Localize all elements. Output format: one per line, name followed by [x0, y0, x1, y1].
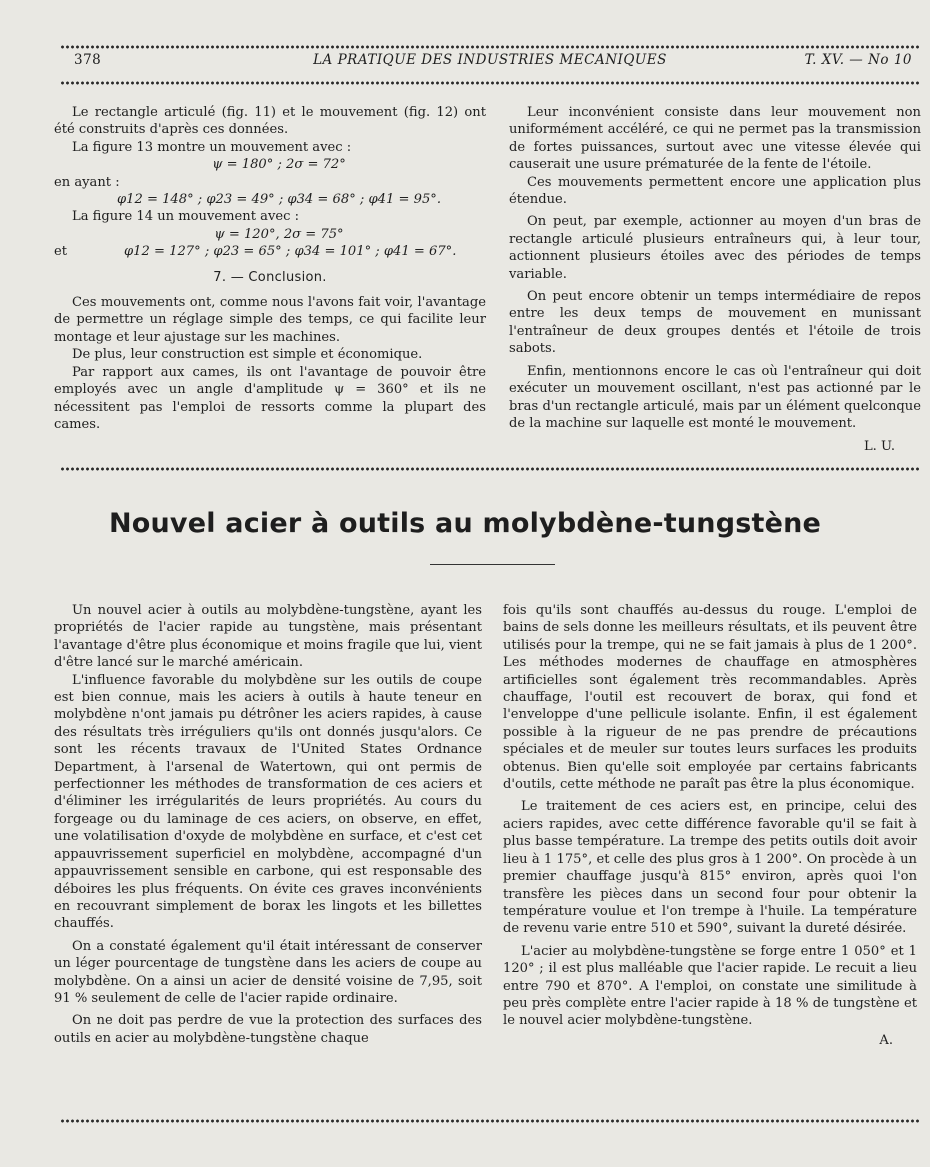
paragraph: On a constaté également qu'il était intéressant de conserver un léger pourcentage de tungstène dans les aciers de coupe au molybdène. On a ainsi un acier de densité voisine de 7,95, soit 91 % seulement de celle de l'acier rapide ordinaire.	[54, 938, 482, 1006]
paragraph: Le traitement de ces aciers est, en principe, celui des aciers rapides, avec cette différence favorable qu'il se fait à plus basse température. La trempe des petits outils doit avoir lieu à 1 175°, et celle des plus gros à 1 200°. On procède à un premier chauffage jusqu'à 815° environ, après quoi l'on transfère les pièces dans un second four pour obtenir la température voulue et l'on trempe à l'huile. La température de revenu varie entre 510 et 590°, suivant la dureté désirée.	[503, 799, 917, 937]
article-title: Nouvel acier à outils au molybdène-tungstène	[108, 508, 822, 539]
paragraph: L'acier au molybdène-tungstène se forge entre 1 050° et 1 120° ; il est plus malléable que l'acier rapide. Le recuit a lieu entre 790 et 870°. A l'emploi, on constate une similitude à peu près complète entre l'acier rapide à 18 % de tungstène et le nouvel acier molybdène-tungstène.	[503, 943, 917, 1029]
article-left-column	[54, 602, 482, 1047]
middle-dotted-rule	[60, 466, 920, 472]
paragraph: La figure 14 un mouvement avec :	[72, 209, 299, 225]
header-dotted-rule	[60, 80, 920, 86]
formula-row	[54, 243, 486, 260]
author-signature: A.	[879, 1032, 893, 1048]
volume-issue: T. XV. — No 10	[804, 52, 912, 68]
formula: φ12 = 127° ; φ23 = 65° ; φ34 = 101° ; φ41 = 67°.	[124, 244, 457, 260]
article-right-column	[503, 602, 917, 1049]
upper-right-column	[509, 104, 921, 456]
paragraph: Ces mouvements ont, comme nous l'avons fait voir, l'avantage de permettre un réglage simple des temps, ce qui facilite leur montage et leur ajustage sur les machines.	[54, 295, 486, 345]
upper-left-column	[54, 104, 486, 433]
paragraph: en ayant :	[54, 174, 120, 190]
paragraph: On peut encore obtenir un temps intermédiaire de repos entre les deux temps de mouvement en munissant l'entraîneur de deux groupes dentés et l'étoile de trois sabots.	[509, 289, 921, 357]
paragraph: De plus, leur construction est simple et économique.	[72, 347, 423, 363]
paragraph: Ces mouvements permettent encore une application plus étendue.	[509, 174, 921, 208]
running-header	[60, 52, 920, 74]
paragraph: Leur inconvénient consiste dans leur mouvement non uniformément accéléré, ce qui ne permet pas la transmission de fortes puissances, surtout avec une vitesse élevée qui causerait une usure prématurée de la fente de l'étoile.	[509, 105, 921, 173]
paragraph: L'influence favorable du molybdène sur les outils de coupe est bien connue, mais les aciers à outils à haute teneur en molybdène n'ont jamais pu détrôner les aciers rapides, à cause des résultats très irréguliers qu'ils ont donnés jusqu'alors. Ce sont les récents travaux de l'United States Ordnance Department, à l'arsenal de Watertown, qui ont permis de perfectionner les méthodes de transformation de ces aciers et d'éliminer les irrégularités de leurs propriétés. Au cours du forgeage ou du laminage de ces aciers, on observe, en effet, une volatilisation d'oxyde de molybdène en surface, et c'est cet appauvrissement superficiel en molybdène, accompagné d'un appauvrissement sensible en carbone, qui est responsable des déboires les plus fréquents. On évite ces graves inconvénients en recouvrant simplement de borax les lingots et les billettes chauffés.	[54, 672, 482, 932]
formula: ψ = 120°, 2σ = 75°	[214, 226, 344, 242]
formula: ψ = 180° ; 2σ = 72°	[212, 157, 346, 173]
paragraph: fois qu'ils sont chauffés au-dessus du rouge. L'emploi de bains de sels donne les meilleurs résultats, et ils peuvent être utilisés pour la trempe, qui ne se fait jamais à plus de 1 200°. Les méthodes modernes de chauffage en atmosphères artificielles sont également très recommandables. Après chauffage, l'outil est recouvert de borax, qui fond et l'enveloppe d'une pellicule isolante. Enfin, il est également possible à la rigueur de ne pas prendre de précautions spéciales et de meuler sur toutes leurs surfaces les produits obtenus. Bien qu'elle soit employée par certains fabricants d'outils, cette méthode ne paraît pas être la plus économique.	[503, 603, 917, 793]
paragraph: Un nouvel acier à outils au molybdène-tungstène, ayant les propriétés de l'acier rapide au tungstène, mais présentant l'avantage d'être plus économique et moins fragile que lui, vient d'être lancé sur le marché américain.	[54, 603, 482, 671]
paragraph: On peut, par exemple, actionner au moyen d'un bras de rectangle articulé plusieurs entraîneurs qui, à leur tour, actionnent plusieurs étoiles avec des périodes de temps variable.	[509, 214, 921, 282]
title-underline	[430, 564, 555, 565]
section-heading-conclusion: 7. — Conclusion.	[213, 269, 327, 285]
author-signature: L. U.	[863, 439, 895, 455]
bottom-dotted-rule	[60, 1118, 920, 1124]
paragraph: Par rapport aux cames, ils ont l'avantage de pouvoir être employés avec un angle d'amplitude ψ = 360° et ils ne nécessitent pas l'emploi de ressorts comme la plupart des cames.	[54, 364, 486, 432]
journal-title: LA PRATIQUE DES INDUSTRIES MECANIQUES	[313, 52, 667, 68]
formula-label: et	[54, 244, 68, 260]
paragraph: La figure 13 montre un mouvement avec :	[72, 139, 352, 155]
paragraph: Enfin, mentionnons encore le cas où l'entraîneur qui doit exécuter un mouvement oscillant, n'est pas actionné par le bras d'un rectangle articulé, mais par un élément quelconque de la machine sur laquelle est monté le mouvement.	[509, 363, 921, 431]
top-dotted-rule	[60, 44, 920, 50]
page-number: 378	[74, 52, 102, 68]
formula: φ12 = 148° ; φ23 = 49° ; φ34 = 68° ; φ41 = 95°.	[116, 192, 442, 208]
paragraph: On ne doit pas perdre de vue la protection des surfaces des outils en acier au molybdène-tungstène chaque	[54, 1013, 482, 1046]
paragraph: Le rectangle articulé (fig. 11) et le mouvement (fig. 12) ont été construits d'après ces données.	[54, 105, 486, 138]
